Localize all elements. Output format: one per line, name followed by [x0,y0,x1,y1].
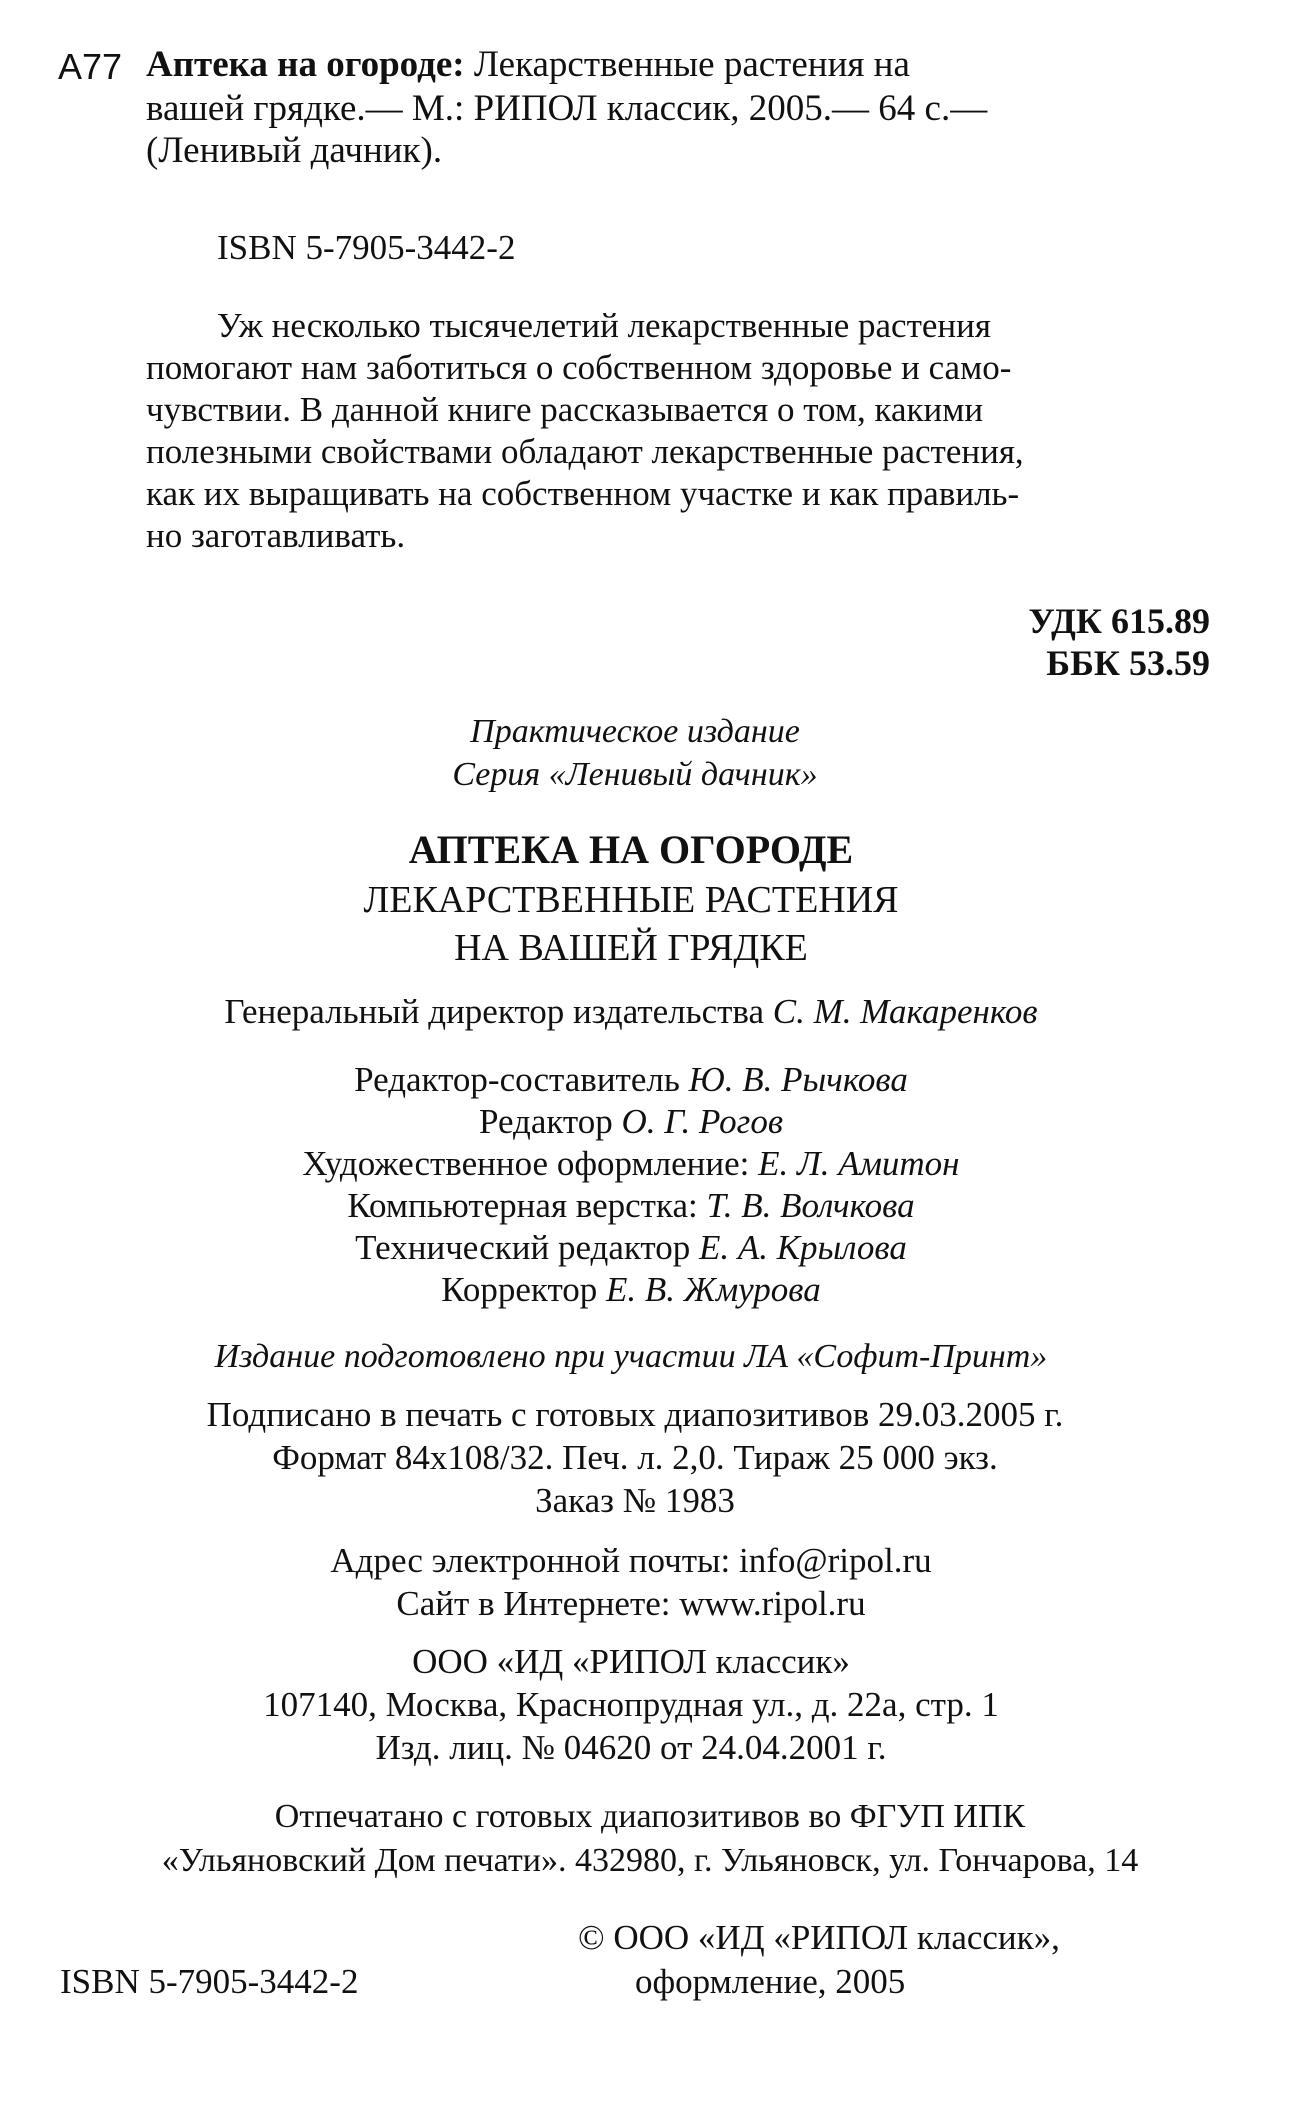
classification [900,600,1210,684]
credit-line [0,1269,1262,1311]
credit-role: Технический редактор [355,1228,691,1267]
printed-at-line: Отпечатано с готовых диапозитивов во ФГУП ИПК [274,1798,1026,1835]
book-subtitle-line: ЛЕКАРСТВЕННЫЕ РАСТЕНИЯ [363,879,899,921]
isbn-top: ISBN 5-7905-3442-2 [217,228,516,267]
print-info-line: Формат 84x108/32. Печ. л. 2,0. Тираж 25 000 экз. [272,1438,998,1477]
credit-name: О. Г. Рогов [621,1102,784,1141]
credit-role: Редактор [478,1102,613,1141]
copyright-line: оформление, 2005 [635,1962,906,2001]
annotation-line: полезными свойствами обладают лекарственные растения, [146,432,1024,471]
credit-name: Т. В. Волчкова [706,1186,915,1225]
catalog-title: Аптека на огороде: [146,44,465,85]
director-line [0,990,1262,1034]
copyright [578,1916,1060,2004]
contacts [0,1539,1262,1625]
prepared-with: Издание подготовлено при участии ЛА «Софит-Принт» [214,1338,1048,1375]
isbn-bottom: ISBN 5-7905-3442-2 [60,1962,359,2001]
annotation-line: как их выращивать на собственном участке и как правиль- [146,474,1020,513]
book-subtitle-line: НА ВАШЕЙ ГРЯДКЕ [454,927,808,969]
annotation-line: помогают нам заботиться о собственном здоровье и само- [146,348,1012,387]
print-info-line: Подписано в печать с готовых диапозитивов 29.03.2005 г. [206,1395,1064,1434]
catalog-line-3: (Ленивый дачник). [146,130,443,171]
printed-at [0,1795,1300,1883]
copyright-line: © ООО «ИД «РИПОЛ классик», [578,1918,1060,1957]
credit-role: Корректор [441,1270,598,1309]
bbk-code: ББК 53.59 [1046,643,1210,683]
edition-type: Практическое издание [470,713,800,750]
publisher-address: 107140, Москва, Краснопрудная ул., д. 22а, стр. 1 [263,1685,999,1724]
series-name: Серия «Ленивый дачник» [452,756,818,793]
catalog-line-2: вашей грядке.— М.: РИПОЛ классик, 2005.— 64 с.— [146,88,988,129]
credit-role: Редактор-составитель [354,1060,680,1099]
publisher-name: ООО «ИД «РИПОЛ классик» [412,1642,850,1681]
annotation [146,305,1208,557]
udk-code: УДК 615.89 [1028,601,1210,641]
credit-line [0,1143,1262,1185]
credit-name: Е. Л. Амитон [758,1144,960,1183]
book-title: АПТЕКА НА ОГОРОДЕ [408,827,854,872]
director-name: С. М. Макаренков [772,992,1038,1031]
catalog-line-1-rest: Лекарственные растения на [473,44,910,85]
annotation-line: чувствии. В данной книге рассказывается о том, какими [146,390,984,429]
credit-name: Ю. В. Рычкова [688,1060,908,1099]
site-line: Сайт в Интернете: www.ripol.ru [396,1584,866,1623]
print-info-line: Заказ № 1983 [535,1481,735,1520]
publisher-license: Изд. лиц. № 04620 от 24.04.2001 г. [375,1728,887,1767]
print-info [0,1393,1270,1522]
credit-line [0,1101,1262,1143]
credit-line [0,1059,1262,1101]
annotation-line: Уж несколько тысячелетий лекарственные растения [217,306,991,345]
catalog-code: А77 [58,46,123,87]
book-subtitle [0,876,1262,972]
credit-role: Компьютерная верстка: [347,1186,698,1225]
credit-name: Е. В. Жмурова [606,1270,821,1309]
email-line: Адрес электронной почты: info@ripol.ru [330,1541,932,1580]
credits [0,1059,1262,1311]
credit-line [0,1227,1262,1269]
credit-name: Е. А. Крылова [699,1228,907,1267]
printed-at-line: «Ульяновский Дом печати». 432980, г. Ульяновск, ул. Гончарова, 14 [161,1842,1139,1879]
catalog-line-1 [146,44,1208,85]
credit-line [0,1185,1262,1227]
credit-role: Художественное оформление: [302,1144,750,1183]
director-role: Генеральный директор издательства [224,992,765,1031]
edition-block [0,710,1270,796]
publisher-block [0,1640,1262,1769]
annotation-line: но заготавливать. [146,516,406,555]
